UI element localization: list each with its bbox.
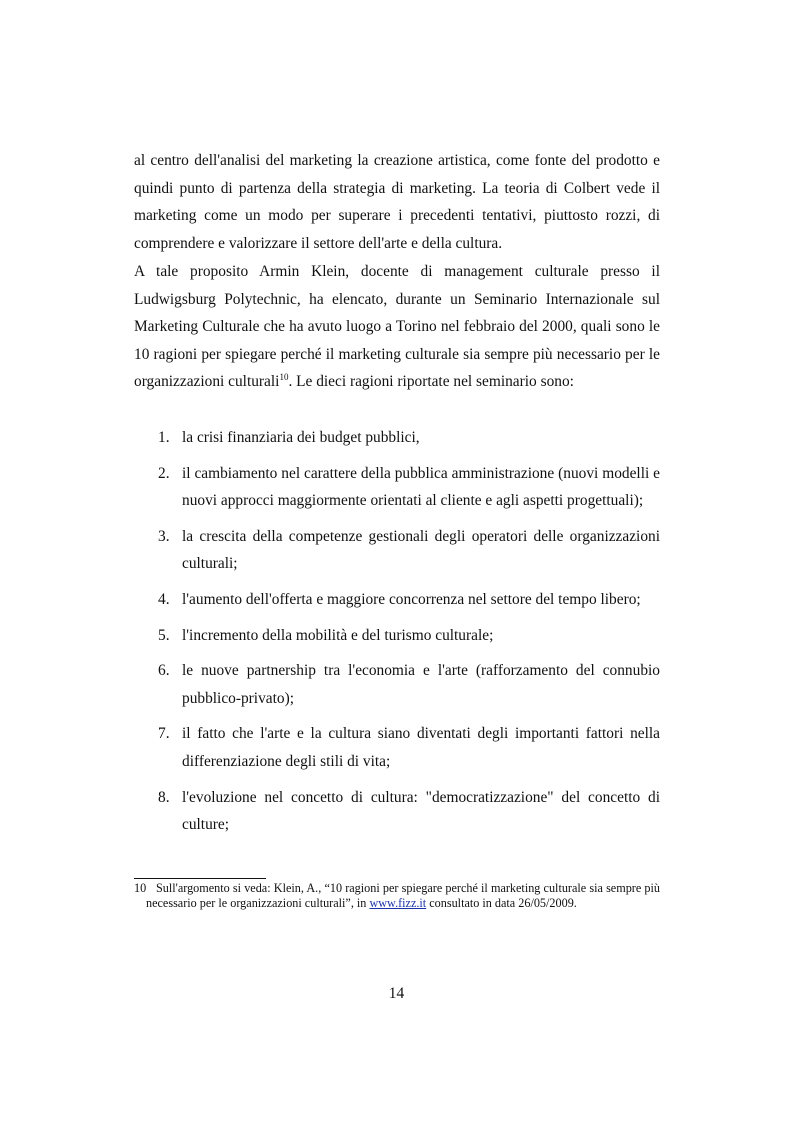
footnote-divider: [134, 878, 266, 879]
list-item-text: le nuove partnership tra l'economia e l'arte (rafforzamento del connubio pubblico-privato);: [182, 662, 660, 707]
list-item-number: 3.: [158, 527, 170, 545]
paragraph-2-text: A tale proposito Armin Klein, docente di management culturale presso il Ludwigsburg Polytechnic, ha elencato, durante un Seminario Internazionale sul Marketing Culturale che ha avuto luogo a Torino nel febbraio del 2000, quali sono le 10 ragioni per spiegare perché il marketing culturale sia sempre più necessario per le organizzazioni culturali: [134, 263, 660, 391]
list-item: [134, 460, 660, 515]
list-item-text: il cambiamento nel carattere della pubblica amministrazione (nuovi modelli e nuovi approcci maggiormente orientati al cliente e agli aspetti progettuali);: [182, 464, 660, 510]
footnote-link[interactable]: www.fizz.it: [369, 896, 427, 911]
footnote-text-before: Sull'argomento si veda: Klein, A., “10 ragioni per spiegare perché il marketing culturale sia sempre più necessario per le organizzazioni culturali”, in: [146, 881, 660, 911]
list-item: [134, 523, 660, 578]
footnote-text-after: consultato in data 26/05/2009.: [426, 896, 577, 911]
reasons-list: [134, 424, 660, 847]
footnote-body: [134, 881, 660, 912]
list-item: [134, 622, 660, 650]
list-item-number: 2.: [158, 464, 170, 482]
paragraph-1: [134, 147, 660, 257]
paragraph-2-tail: . Le dieci ragioni riportate nel seminario sono:: [288, 373, 574, 391]
footnote-reference[interactable]: 10: [279, 372, 289, 383]
list-item-text: l'aumento dell'offerta e maggiore concorrenza nel settore del tempo libero;: [182, 590, 641, 608]
list-item-number: 6.: [158, 662, 170, 680]
page-number: 14: [388, 985, 405, 1002]
list-item-number: 8.: [158, 788, 170, 806]
list-item-text: l'evoluzione nel concetto di cultura: "democratizzazione" del concetto di culture;: [182, 788, 660, 834]
list-item: [134, 784, 660, 839]
list-item-number: 7.: [158, 725, 170, 743]
footnote: [134, 881, 660, 912]
list-item: [134, 586, 660, 614]
list-item: [134, 424, 660, 452]
list-item-text: la crescita della competenze gestionali degli operatori delle organizzazioni culturali;: [182, 527, 660, 573]
list-item-text: l'incremento della mobilità e del turismo culturale;: [182, 626, 494, 644]
list-item: [134, 657, 660, 712]
list-item-text: la crisi finanziaria dei budget pubblici,: [182, 429, 420, 446]
paragraph-2: [134, 258, 660, 396]
list-item-number: 1.: [158, 429, 170, 446]
list-item-text: il fatto che l'arte e la cultura siano diventati degli importanti fattori nella differenziazione degli stili di vita;: [182, 725, 660, 770]
footnote-number: 10: [134, 881, 147, 895]
paragraph-1-text: al centro dell'analisi del marketing la creazione artistica, come fonte del prodotto e quindi punto di partenza della strategia di marketing. La teoria di Colbert vede il marketing come un modo per superare i precedenti tentativi, piuttosto rozzi, di comprendere e valorizzare il settore dell'arte e della cultura.: [134, 152, 660, 252]
list-item: [134, 720, 660, 775]
list-item-number: 4.: [158, 590, 170, 608]
list-item-number: 5.: [158, 626, 170, 644]
